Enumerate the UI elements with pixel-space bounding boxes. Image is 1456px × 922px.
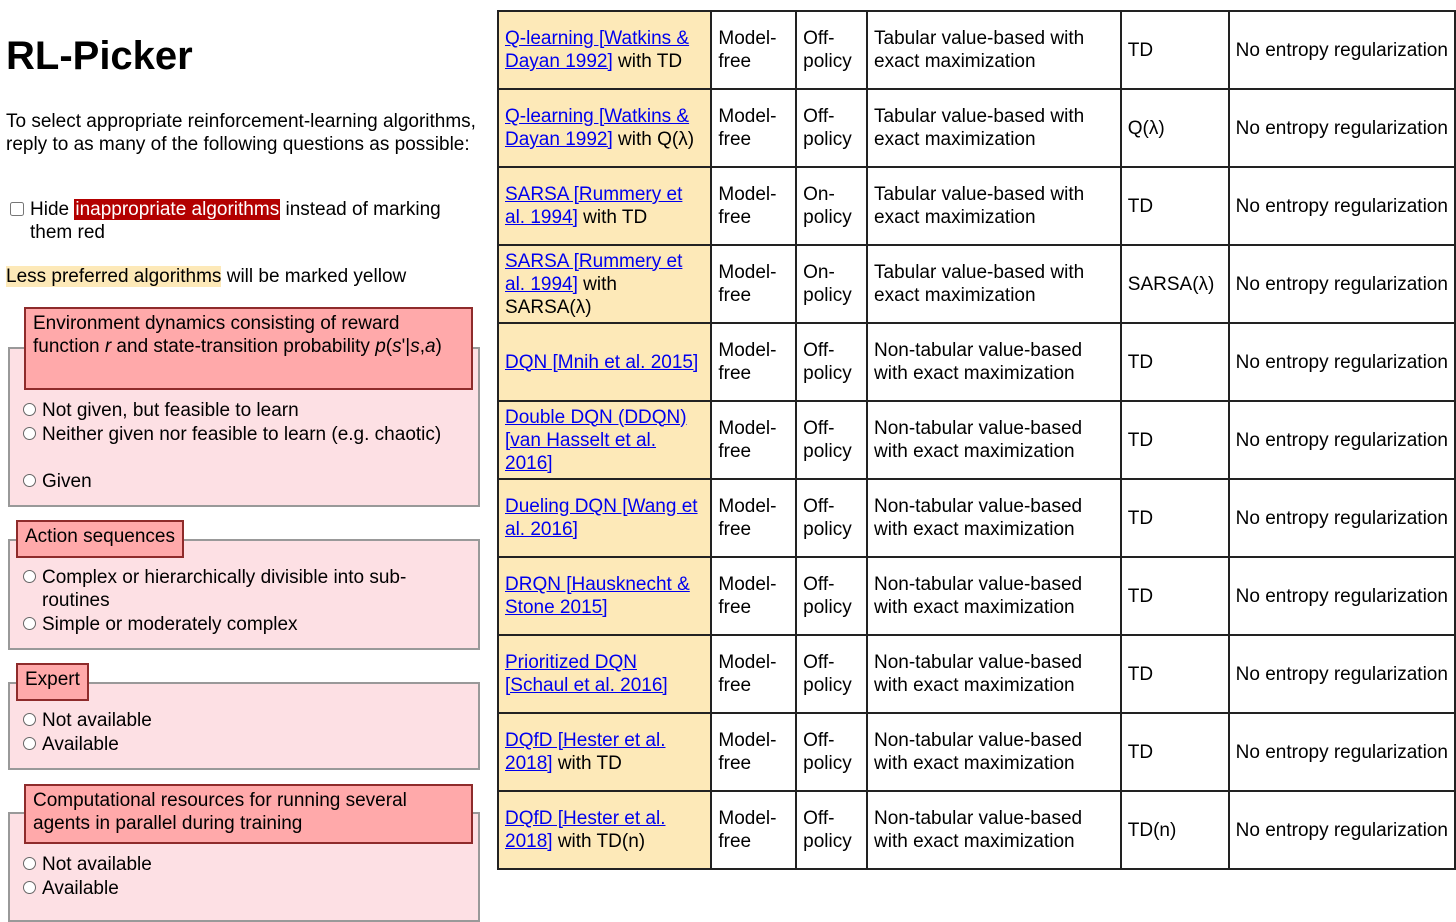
model-cell: Model-free bbox=[711, 89, 796, 167]
model-cell: Model-free bbox=[711, 791, 796, 869]
model-cell: Model-free bbox=[711, 245, 796, 323]
algorithm-variant: with SARSA(λ) bbox=[505, 273, 617, 318]
algorithm-name-cell bbox=[498, 245, 711, 323]
less-preferred-marker: Less preferred algorithms bbox=[6, 266, 222, 287]
question-legend-action-sequences: Action sequences bbox=[16, 520, 184, 558]
option-compute-not-available[interactable] bbox=[20, 853, 460, 876]
algorithm-row bbox=[498, 713, 1455, 791]
policy-cell: Off-policy bbox=[796, 11, 867, 89]
model-cell: Model-free bbox=[711, 401, 796, 479]
algorithm-reference-link[interactable]: Prioritized DQN [Schaul et al. 2016] bbox=[505, 652, 668, 696]
entropy-cell: No entropy regularization bbox=[1229, 791, 1455, 869]
option-label: Available bbox=[42, 878, 119, 899]
option-label: Not available bbox=[42, 710, 152, 731]
method-cell: Non-tabular value-based with exact maximization bbox=[867, 323, 1121, 401]
radio-button[interactable] bbox=[23, 403, 36, 416]
update-cell: TD bbox=[1121, 401, 1229, 479]
legend-var-p: p bbox=[375, 336, 386, 357]
radio-button[interactable] bbox=[23, 713, 36, 726]
update-cell: SARSA(λ) bbox=[1121, 245, 1229, 323]
update-cell: TD bbox=[1121, 713, 1229, 791]
entropy-cell: No entropy regularization bbox=[1229, 245, 1455, 323]
policy-cell: Off-policy bbox=[796, 479, 867, 557]
legend-text: , bbox=[419, 336, 425, 357]
update-cell: TD bbox=[1121, 323, 1229, 401]
policy-cell: Off-policy bbox=[796, 635, 867, 713]
algorithm-name-cell bbox=[498, 713, 711, 791]
hide-suffix: instead of marking them red bbox=[30, 199, 441, 243]
option-label: Complex or hierarchically divisible into sub-routines bbox=[42, 567, 407, 611]
algorithm-name-cell bbox=[498, 401, 711, 479]
update-cell: TD(n) bbox=[1121, 791, 1229, 869]
option-action-simple[interactable] bbox=[20, 613, 460, 636]
option-label: Not available bbox=[42, 854, 152, 875]
legend-text: and state-transition probability bbox=[111, 336, 376, 357]
model-cell: Model-free bbox=[711, 167, 796, 245]
option-expert-available[interactable] bbox=[20, 733, 460, 756]
update-cell: TD bbox=[1121, 635, 1229, 713]
model-cell: Model-free bbox=[711, 479, 796, 557]
algorithm-variant: with TD bbox=[552, 753, 622, 774]
algorithm-name-cell bbox=[498, 635, 711, 713]
legend-var-r: r bbox=[104, 336, 112, 357]
option-dynamics-given[interactable] bbox=[20, 470, 460, 493]
option-action-complex[interactable] bbox=[20, 566, 460, 612]
algorithm-row bbox=[498, 479, 1455, 557]
page-title: RL-Picker bbox=[6, 34, 193, 78]
yellow-note-suffix: will be marked yellow bbox=[226, 266, 407, 287]
model-cell: Model-free bbox=[711, 635, 796, 713]
entropy-cell: No entropy regularization bbox=[1229, 557, 1455, 635]
question-panel bbox=[0, 0, 490, 914]
algorithm-name-cell bbox=[498, 791, 711, 869]
policy-cell: On-policy bbox=[796, 167, 867, 245]
algorithm-reference-link[interactable]: SARSA [Rummery et al. 1994] bbox=[505, 250, 683, 295]
hide-prefix: Hide bbox=[30, 199, 70, 220]
option-label: Available bbox=[42, 734, 119, 755]
method-cell: Tabular value-based with exact maximization bbox=[867, 89, 1121, 167]
policy-cell: Off-policy bbox=[796, 89, 867, 167]
hide-inappropriate-checkbox[interactable] bbox=[10, 202, 24, 216]
algorithm-row bbox=[498, 791, 1455, 869]
algorithm-reference-link[interactable]: DQfD [Hester et al. 2018] bbox=[505, 730, 666, 774]
policy-cell: Off-policy bbox=[796, 557, 867, 635]
intro-text: To select appropriate reinforcement-learning algorithms, reply to as many of the following questions as possible: bbox=[6, 111, 476, 155]
policy-cell: Off-policy bbox=[796, 791, 867, 869]
model-cell: Model-free bbox=[711, 557, 796, 635]
update-cell: Q(λ) bbox=[1121, 89, 1229, 167]
update-cell: TD bbox=[1121, 11, 1229, 89]
update-cell: TD bbox=[1121, 167, 1229, 245]
inappropriate-marker: inappropriate algorithms bbox=[75, 199, 280, 220]
model-cell: Model-free bbox=[711, 11, 796, 89]
algorithm-row bbox=[498, 11, 1455, 89]
algorithm-variant: with TD(n) bbox=[552, 831, 646, 852]
yellow-note bbox=[6, 265, 406, 288]
question-legend-expert: Expert bbox=[16, 663, 89, 701]
algorithm-name-cell bbox=[498, 89, 711, 167]
algorithm-reference-link[interactable]: SARSA [Rummery et al. 1994] bbox=[505, 184, 683, 228]
entropy-cell: No entropy regularization bbox=[1229, 89, 1455, 167]
algorithm-name-cell bbox=[498, 557, 711, 635]
algorithm-reference-link[interactable]: Q-learning [Watkins & Dayan 1992] bbox=[505, 106, 690, 150]
method-cell: Non-tabular value-based with exact maximization bbox=[867, 791, 1121, 869]
method-cell: Tabular value-based with exact maximization bbox=[867, 11, 1121, 89]
algorithm-name-cell bbox=[498, 11, 711, 89]
legend-text: '| bbox=[401, 336, 411, 357]
option-label: Simple or moderately complex bbox=[42, 614, 298, 635]
option-dynamics-learnable[interactable] bbox=[20, 399, 460, 422]
algorithm-reference-link[interactable]: DRQN [Hausknecht & Stone 2015] bbox=[505, 574, 690, 618]
algorithm-reference-link[interactable]: DQN [Mnih et al. 2015] bbox=[505, 351, 699, 373]
algorithm-name-cell bbox=[498, 323, 711, 401]
entropy-cell: No entropy regularization bbox=[1229, 713, 1455, 791]
legend-var-s: s bbox=[410, 336, 420, 357]
model-cell: Model-free bbox=[711, 323, 796, 401]
algorithm-variant: with TD bbox=[612, 51, 683, 72]
method-cell: Tabular value-based with exact maximization bbox=[867, 245, 1121, 323]
radio-button[interactable] bbox=[23, 617, 36, 630]
question-legend-computational-resources: Computational resources for running several agents in parallel during training bbox=[24, 784, 473, 844]
model-cell: Model-free bbox=[711, 713, 796, 791]
legend-var-a: a bbox=[424, 336, 436, 357]
algorithm-reference-link[interactable]: Dueling DQN [Wang et al. 2016] bbox=[505, 496, 698, 540]
option-label: Given bbox=[42, 471, 92, 492]
algorithm-row bbox=[498, 167, 1455, 245]
method-cell: Non-tabular value-based with exact maximization bbox=[867, 713, 1121, 791]
radio-button[interactable] bbox=[23, 427, 36, 440]
algorithm-row bbox=[498, 245, 1455, 323]
algorithm-variant: with TD bbox=[577, 207, 648, 228]
algorithm-row bbox=[498, 401, 1455, 479]
method-cell: Non-tabular value-based with exact maximization bbox=[867, 401, 1121, 479]
method-cell: Non-tabular value-based with exact maximization bbox=[867, 479, 1121, 557]
radio-button[interactable] bbox=[23, 474, 36, 487]
option-compute-available[interactable] bbox=[20, 877, 460, 900]
entropy-cell: No entropy regularization bbox=[1229, 11, 1455, 89]
policy-cell: On-policy bbox=[796, 245, 867, 323]
legend-text: ( bbox=[385, 336, 393, 357]
algorithm-reference-link[interactable]: DQfD [Hester et al. 2018] bbox=[505, 808, 666, 852]
update-cell: TD bbox=[1121, 479, 1229, 557]
radio-button[interactable] bbox=[23, 857, 36, 870]
algorithm-name-cell bbox=[498, 167, 711, 245]
algorithm-name-cell bbox=[498, 479, 711, 557]
algorithm-table bbox=[497, 10, 1456, 870]
option-label: Neither given nor feasible to learn (e.g. chaotic) bbox=[42, 424, 442, 445]
entropy-cell: No entropy regularization bbox=[1229, 167, 1455, 245]
algorithm-row bbox=[498, 635, 1455, 713]
legend-text: Environment dynamics consisting of reward function bbox=[33, 313, 400, 357]
method-cell: Non-tabular value-based with exact maximization bbox=[867, 635, 1121, 713]
option-label: Not given, but feasible to learn bbox=[42, 400, 299, 421]
entropy-cell: No entropy regularization bbox=[1229, 323, 1455, 401]
entropy-cell: No entropy regularization bbox=[1229, 635, 1455, 713]
method-cell: Non-tabular value-based with exact maximization bbox=[867, 557, 1121, 635]
algorithm-reference-link[interactable]: Double DQN (DDQN) [van Hasselt et al. 2016] bbox=[505, 406, 687, 474]
algorithm-row bbox=[498, 89, 1455, 167]
algorithm-reference-link[interactable]: Q-learning [Watkins & Dayan 1992] bbox=[505, 28, 690, 72]
algorithm-row bbox=[498, 557, 1455, 635]
question-legend-environment-dynamics bbox=[24, 307, 473, 390]
option-dynamics-chaotic[interactable] bbox=[20, 423, 460, 446]
algorithm-row bbox=[498, 323, 1455, 401]
legend-text: ) bbox=[435, 336, 442, 357]
entropy-cell: No entropy regularization bbox=[1229, 479, 1455, 557]
algorithm-variant: with Q(λ) bbox=[612, 129, 695, 150]
radio-button[interactable] bbox=[23, 570, 36, 583]
legend-var-s: s bbox=[392, 336, 402, 357]
radio-button[interactable] bbox=[23, 881, 36, 894]
radio-button[interactable] bbox=[23, 737, 36, 750]
policy-cell: Off-policy bbox=[796, 323, 867, 401]
entropy-cell: No entropy regularization bbox=[1229, 401, 1455, 479]
hide-inappropriate-option[interactable] bbox=[8, 198, 486, 244]
policy-cell: Off-policy bbox=[796, 401, 867, 479]
policy-cell: Off-policy bbox=[796, 713, 867, 791]
option-expert-not-available[interactable] bbox=[20, 709, 460, 732]
update-cell: TD bbox=[1121, 557, 1229, 635]
method-cell: Tabular value-based with exact maximization bbox=[867, 167, 1121, 245]
